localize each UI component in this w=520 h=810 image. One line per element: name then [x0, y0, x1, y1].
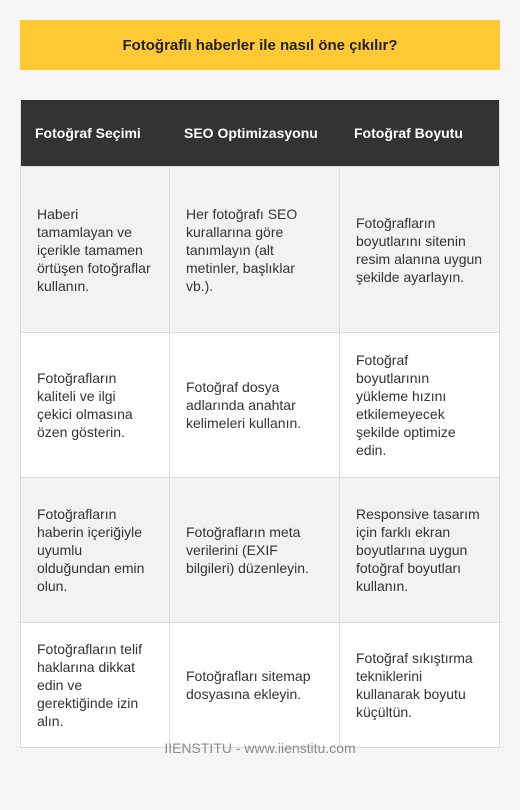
table-cell: Fotoğrafları sitemap dosyasına ekleyin. [169, 623, 339, 747]
table-cell: Fotoğraf boyutlarının yükleme hızını etkilemeyecek şekilde optimize edin. [339, 333, 499, 477]
table-cell: Haberi tamamlayan ve içerikle tamamen örtüşen fotoğraflar kullanın. [37, 205, 151, 294]
table-cell: Fotoğrafların kaliteli ve ilgi çekici olmasına özen gösterin. [37, 370, 133, 440]
table-row [21, 477, 499, 622]
table-cell: Fotoğraf dosya adlarında anahtar kelimeleri kullanın. [169, 333, 339, 477]
column-header-photo-size: Fotoğraf Boyutu [339, 100, 499, 166]
table-cell: Fotoğraf sıkıştırma tekniklerini kullanarak boyutu küçültün. [339, 623, 499, 747]
table-cell: Fotoğrafların telif haklarına dikkat edin ve gerektiğinde izin alın. [37, 641, 143, 729]
page-title: Fotoğraflı haberler ile nasıl öne çıkılır? [122, 36, 398, 54]
footer-credit: IIENSTITU - www.iienstitu.com [164, 740, 356, 756]
title-banner [20, 20, 500, 70]
column-header-photo-selection: Fotoğraf Seçimi [35, 125, 141, 141]
table-cell: Fotoğrafların haberin içeriğiyle uyumlu olduğundan emin olun. [37, 506, 145, 594]
table-cell: Responsive tasarım için farklı ekran boyutlarına uygun fotoğraf boyutları kullanın. [339, 478, 499, 622]
table-header-row [21, 100, 499, 166]
column-header-seo-optimization: SEO Optimizasyonu [169, 100, 339, 166]
table-cell: Fotoğrafların boyutlarını sitenin resim alanına uygun şekilde ayarlayın. [339, 167, 499, 332]
table-row [21, 166, 499, 332]
table-row [21, 622, 499, 747]
tips-table [20, 100, 500, 748]
table-cell: Her fotoğrafı SEO kurallarına göre tanımlayın (alt metinler, başlıklar vb.). [169, 167, 339, 332]
table-cell: Fotoğrafların meta verilerini (EXIF bilgileri) düzenleyin. [169, 478, 339, 622]
table-row [21, 332, 499, 477]
